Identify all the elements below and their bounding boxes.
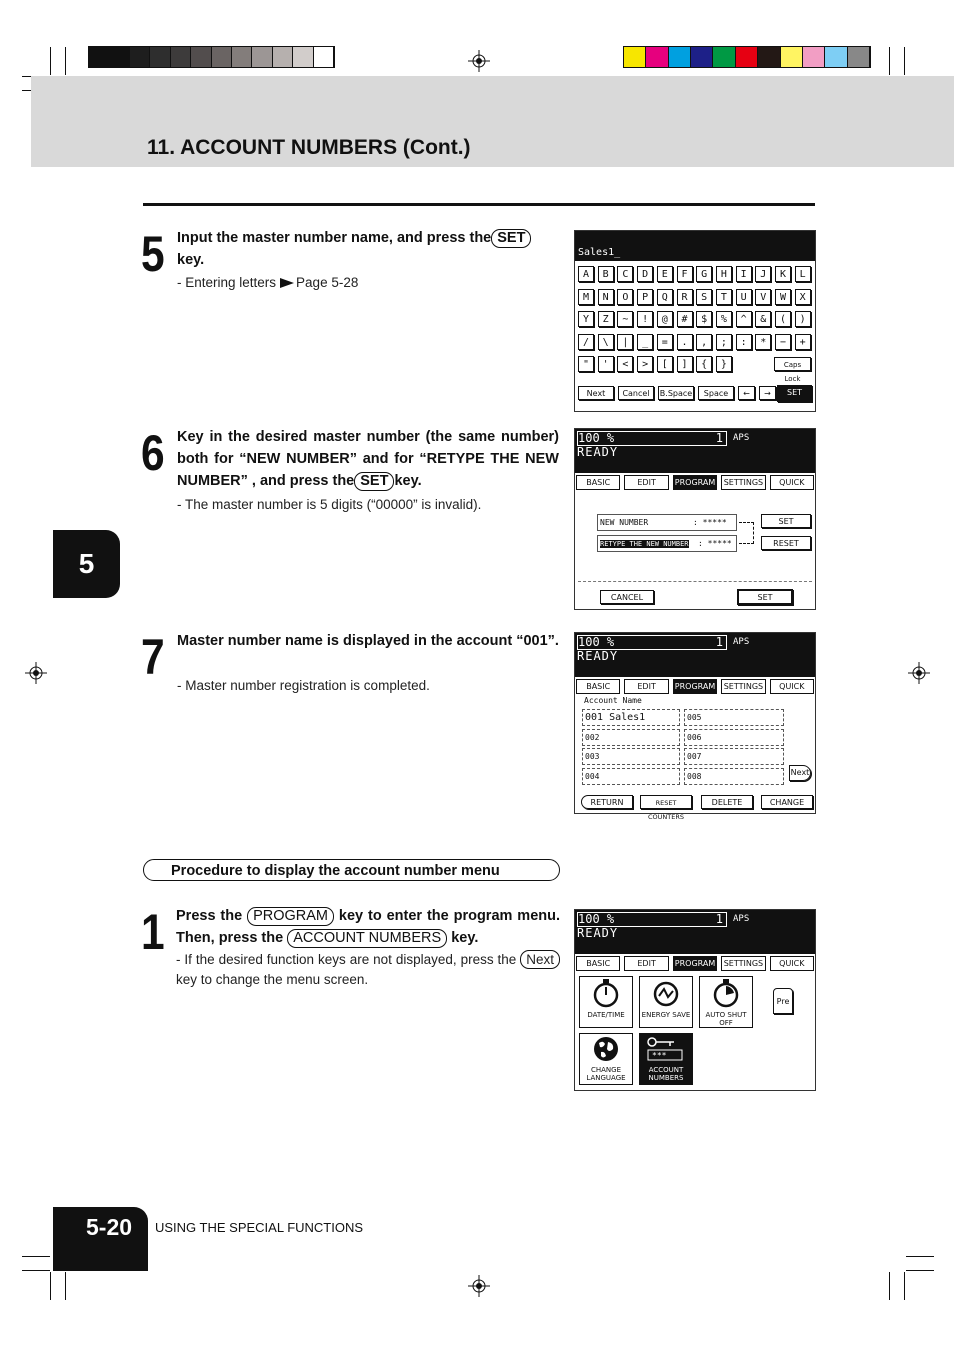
account-slot[interactable]: 002 bbox=[582, 729, 680, 746]
keyboard-action-button[interactable]: SET bbox=[777, 385, 812, 402]
stopwatch-icon bbox=[591, 977, 621, 1009]
account-action-button[interactable]: RESET COUNTERS bbox=[640, 795, 692, 809]
copy-count: 1 bbox=[715, 635, 723, 649]
registration-mark-icon bbox=[468, 50, 490, 72]
chapter-tab: 5 bbox=[53, 530, 120, 598]
account-numbers-button[interactable]: ***_ ACCOUNT NUMBERS bbox=[639, 1033, 693, 1085]
account-action-button[interactable]: CHANGE bbox=[761, 795, 813, 809]
ready-status: READY bbox=[577, 445, 619, 459]
crop-mark bbox=[889, 47, 890, 75]
keyboard-key[interactable]: T bbox=[716, 289, 732, 305]
entry-bar bbox=[575, 231, 815, 261]
svg-text:***_: ***_ bbox=[652, 1051, 672, 1060]
program-key: PROGRAM bbox=[247, 907, 334, 926]
keyboard-key[interactable]: S bbox=[696, 289, 712, 305]
tab-basic[interactable]: BASIC bbox=[576, 679, 620, 694]
entry-text[interactable]: Sales1_ bbox=[578, 247, 621, 258]
new-number-screen bbox=[574, 428, 816, 610]
crop-mark bbox=[50, 47, 51, 75]
gray-swatch bbox=[252, 47, 272, 67]
zoom-level: 100 % bbox=[578, 431, 615, 445]
paper-size: APS bbox=[733, 637, 750, 647]
gray-swatch bbox=[130, 47, 150, 67]
globe-icon bbox=[591, 1034, 621, 1064]
keyboard-key[interactable]: N bbox=[598, 289, 614, 305]
keyboard-key[interactable]: : bbox=[736, 334, 752, 350]
gray-swatch bbox=[89, 47, 109, 67]
keyboard-key[interactable]: } bbox=[716, 356, 732, 372]
keyboard-key[interactable]: L bbox=[795, 266, 811, 282]
procedure-heading: Procedure to display the account number menu bbox=[143, 859, 560, 881]
paper-size: APS bbox=[733, 433, 750, 443]
keyboard-key[interactable]: [ bbox=[657, 356, 673, 372]
step-instruction: Input the master number name, and press the SET key. bbox=[177, 227, 567, 271]
keyboard-key[interactable]: B bbox=[598, 266, 614, 282]
color-swatch bbox=[781, 47, 803, 67]
keyboard-key[interactable]: W bbox=[775, 289, 791, 305]
caps-lock-button[interactable]: Caps Lock bbox=[774, 357, 811, 371]
divider bbox=[578, 581, 812, 582]
ready-status: READY bbox=[577, 649, 619, 663]
keyboard-key[interactable]: * bbox=[755, 334, 771, 350]
paper-size: APS bbox=[733, 914, 750, 924]
keyboard-action-button[interactable]: → bbox=[759, 386, 776, 400]
color-swatch bbox=[825, 47, 847, 67]
account-action-button[interactable]: RETURN bbox=[581, 795, 633, 809]
keyboard-key[interactable]: V bbox=[755, 289, 771, 305]
account-numbers-key: ACCOUNT NUMBERS bbox=[287, 929, 447, 948]
gray-swatch bbox=[314, 47, 334, 67]
step-note: - Master number registration is completed. bbox=[177, 678, 430, 693]
zoom-level: 100 % bbox=[578, 635, 615, 649]
keyboard-key[interactable]: O bbox=[617, 289, 633, 305]
keyboard-key[interactable]: _ bbox=[637, 334, 653, 350]
account-slot[interactable]: 003 bbox=[582, 748, 680, 765]
account-list-screen bbox=[574, 632, 816, 821]
step-number: 6 bbox=[141, 425, 165, 481]
keyboard-key[interactable]: & bbox=[755, 311, 771, 327]
tab-basic[interactable]: BASIC bbox=[576, 475, 620, 490]
tab-program[interactable]: PROGRAM bbox=[673, 956, 717, 971]
step-instruction: Key in the desired master number (the same number) both for “NEW NUMBER” and for “RETYPE THE NEW NUMBER” , and press the SET key. bbox=[177, 429, 559, 489]
set-button[interactable]: SET bbox=[761, 514, 811, 528]
keyboard-key[interactable]: + bbox=[795, 334, 811, 350]
cancel-button[interactable]: CANCEL bbox=[600, 590, 654, 604]
keyboard-key[interactable]: \ bbox=[598, 334, 614, 350]
registration-mark-icon bbox=[908, 662, 930, 684]
timer-icon bbox=[711, 977, 741, 1009]
step-number: 7 bbox=[141, 629, 165, 685]
keyboard-key[interactable]: ( bbox=[775, 311, 791, 327]
zoom-level: 100 % bbox=[578, 912, 615, 926]
keyboard-screen bbox=[574, 230, 816, 412]
keyboard-key[interactable]: K bbox=[775, 266, 791, 282]
tab-edit[interactable]: EDIT bbox=[624, 679, 668, 694]
crop-mark bbox=[65, 1272, 66, 1300]
tab-settings[interactable]: SETTINGS bbox=[721, 679, 765, 694]
gray-swatch bbox=[191, 47, 211, 67]
gray-swatch bbox=[273, 47, 293, 67]
tab-settings[interactable]: SETTINGS bbox=[721, 475, 765, 490]
crop-mark bbox=[906, 1270, 934, 1271]
keyboard-action-button[interactable]: Space bbox=[698, 386, 734, 400]
keyboard-key[interactable]: F bbox=[677, 266, 693, 282]
page-number: 5-20 bbox=[53, 1207, 148, 1271]
keyboard-key[interactable]: @ bbox=[657, 311, 673, 327]
tab-program[interactable]: PROGRAM bbox=[673, 475, 717, 490]
crop-mark bbox=[904, 1272, 905, 1300]
account-action-button[interactable]: DELETE bbox=[701, 795, 753, 809]
keyboard-key[interactable]: % bbox=[716, 311, 732, 327]
retype-number-field[interactable]: RETYPE THE NEW NUMBER : ***** bbox=[597, 535, 737, 552]
date-time-button[interactable]: DATE/TIME bbox=[579, 976, 633, 1028]
tab-edit[interactable]: EDIT bbox=[624, 475, 668, 490]
keyboard-key[interactable]: # bbox=[677, 311, 693, 327]
keyboard-key[interactable]: G bbox=[696, 266, 712, 282]
color-swatch bbox=[669, 47, 691, 67]
keyboard-action-button[interactable]: B.Space bbox=[658, 386, 694, 400]
gray-swatch bbox=[171, 47, 191, 67]
change-language-button[interactable]: CHANGE LANGUAGE bbox=[579, 1033, 633, 1085]
registration-mark-icon bbox=[25, 662, 47, 684]
step-instruction: Press the PROGRAM key to enter the program menu. Then, press the ACCOUNT NUMBERS key. bbox=[176, 908, 561, 946]
crop-mark bbox=[65, 47, 66, 75]
keyboard-key[interactable]: = bbox=[657, 334, 673, 350]
keyboard-key[interactable]: A bbox=[578, 266, 594, 282]
keyboard-key[interactable]: " bbox=[578, 356, 594, 372]
page-title: 11. ACCOUNT NUMBERS (Cont.) bbox=[147, 136, 471, 159]
crop-mark bbox=[22, 1270, 50, 1271]
set-key: SET bbox=[491, 229, 531, 248]
tab-quick[interactable]: QUICK bbox=[770, 475, 814, 490]
tab-program[interactable]: PROGRAM bbox=[673, 679, 717, 694]
keyboard-key[interactable]: , bbox=[696, 334, 712, 350]
color-swatch bbox=[691, 47, 713, 67]
next-key: Next bbox=[520, 950, 560, 969]
keyboard-key[interactable]: < bbox=[617, 356, 633, 372]
keyboard-key[interactable]: Z bbox=[598, 311, 614, 327]
grayscale-bar bbox=[88, 46, 335, 68]
tab-basic[interactable]: BASIC bbox=[576, 956, 620, 971]
step-note: - Entering letters Page 5-28 bbox=[177, 275, 359, 290]
keyboard-key[interactable]: E bbox=[657, 266, 673, 282]
keyboard-key[interactable]: ~ bbox=[617, 311, 633, 327]
account-slot[interactable]: 005 bbox=[684, 709, 784, 726]
footer-section: USING THE SPECIAL FUNCTIONS bbox=[155, 1220, 364, 1235]
status-bar bbox=[575, 633, 815, 677]
keyboard-key[interactable]: | bbox=[617, 334, 633, 350]
ready-status: READY bbox=[577, 926, 619, 940]
account-slot[interactable]: 008 bbox=[684, 768, 784, 785]
account-name-header: Account Name bbox=[584, 696, 642, 705]
keyboard-key[interactable]: ' bbox=[598, 356, 614, 372]
arrow-icon bbox=[280, 278, 294, 288]
color-swatch bbox=[848, 47, 870, 67]
gray-swatch bbox=[232, 47, 252, 67]
crop-mark bbox=[904, 47, 905, 75]
crop-mark bbox=[906, 1256, 934, 1257]
tab-quick[interactable]: QUICK bbox=[770, 679, 814, 694]
account-slot[interactable]: 006 bbox=[684, 729, 784, 746]
title-rule bbox=[143, 203, 815, 206]
gray-swatch bbox=[293, 47, 313, 67]
keyboard-key[interactable]: > bbox=[637, 356, 653, 372]
color-swatch bbox=[803, 47, 825, 67]
copy-count: 1 bbox=[715, 912, 723, 926]
gray-swatch bbox=[212, 47, 232, 67]
keyboard-key[interactable]: D bbox=[637, 266, 653, 282]
color-swatch bbox=[736, 47, 758, 67]
color-swatch bbox=[646, 47, 668, 67]
color-bar bbox=[623, 46, 871, 68]
tab-quick[interactable]: QUICK bbox=[770, 956, 814, 971]
status-bar bbox=[575, 429, 815, 473]
keyboard-key[interactable]: ; bbox=[716, 334, 732, 350]
mode-tabs bbox=[575, 956, 815, 971]
set-bottom-button[interactable]: SET bbox=[737, 589, 793, 605]
keyboard-action-button[interactable]: Next bbox=[578, 386, 614, 400]
pre-button[interactable]: Pre bbox=[773, 988, 793, 1014]
key-icon bbox=[644, 1034, 688, 1064]
keyboard-action-button[interactable]: Cancel bbox=[618, 386, 654, 400]
color-swatch bbox=[758, 47, 780, 67]
auto-shut-off-button[interactable]: AUTO SHUT OFF bbox=[699, 976, 753, 1028]
color-swatch bbox=[713, 47, 735, 67]
keyboard-key[interactable]: Y bbox=[578, 311, 594, 327]
keyboard-key[interactable]: ) bbox=[795, 311, 811, 327]
keyboard-key[interactable]: M bbox=[578, 289, 594, 305]
energy-icon bbox=[651, 977, 681, 1009]
keyboard-action-button[interactable]: ← bbox=[738, 386, 755, 400]
crop-mark bbox=[50, 1272, 51, 1300]
program-menu-screen bbox=[574, 909, 816, 1091]
keyboard-key[interactable]: U bbox=[736, 289, 752, 305]
tab-settings[interactable]: SETTINGS bbox=[721, 956, 765, 971]
keyboard-key[interactable]: R bbox=[677, 289, 693, 305]
tab-edit[interactable]: EDIT bbox=[624, 956, 668, 971]
energy-save-button[interactable]: ENERGY SAVE bbox=[639, 976, 693, 1028]
mode-tabs bbox=[575, 679, 815, 694]
keyboard-key[interactable]: P bbox=[637, 289, 653, 305]
keyboard-key[interactable]: ! bbox=[637, 311, 653, 327]
keyboard-key[interactable]: . bbox=[677, 334, 693, 350]
set-key: SET bbox=[354, 472, 394, 491]
gray-swatch bbox=[109, 47, 129, 67]
keyboard-key[interactable]: C bbox=[617, 266, 633, 282]
keyboard-key[interactable]: − bbox=[775, 334, 791, 350]
step-note: - The master number is 5 digits (“00000” is invalid). bbox=[177, 497, 482, 512]
registration-mark-icon bbox=[468, 1275, 490, 1297]
step-number: 5 bbox=[141, 226, 165, 282]
keyboard-key[interactable]: / bbox=[578, 334, 594, 350]
step-number: 1 bbox=[141, 904, 165, 960]
keyboard-key[interactable]: I bbox=[736, 266, 752, 282]
keyboard-key[interactable]: { bbox=[696, 356, 712, 372]
keyboard-key[interactable]: H bbox=[716, 266, 732, 282]
status-bar bbox=[575, 910, 815, 954]
mode-tabs bbox=[575, 475, 815, 490]
account-slot[interactable]: 007 bbox=[684, 748, 784, 765]
account-slot[interactable]: 004 bbox=[582, 768, 680, 785]
new-number-field[interactable]: NEW NUMBER : ***** bbox=[597, 514, 737, 531]
step-instruction: Master number name is displayed in the account “001”. bbox=[177, 633, 559, 649]
next-button[interactable]: Next bbox=[789, 765, 811, 781]
keyboard-key[interactable]: ] bbox=[677, 356, 693, 372]
bracket-line bbox=[739, 522, 754, 544]
keyboard-key[interactable]: ^ bbox=[736, 311, 752, 327]
keyboard-key[interactable]: X bbox=[795, 289, 811, 305]
gray-swatch bbox=[150, 47, 170, 67]
step-note: - If the desired function keys are not displayed, press the Next key to change the menu screen. bbox=[176, 950, 560, 990]
keyboard-key[interactable]: $ bbox=[696, 311, 712, 327]
crop-mark bbox=[889, 1272, 890, 1300]
crop-mark bbox=[22, 1256, 50, 1257]
copy-count: 1 bbox=[715, 431, 723, 445]
account-slot[interactable]: 001 Sales1 bbox=[582, 709, 680, 726]
color-swatch bbox=[624, 47, 646, 67]
keyboard-key[interactable]: J bbox=[755, 266, 771, 282]
keyboard-key[interactable]: Q bbox=[657, 289, 673, 305]
reset-button[interactable]: RESET bbox=[761, 536, 811, 550]
